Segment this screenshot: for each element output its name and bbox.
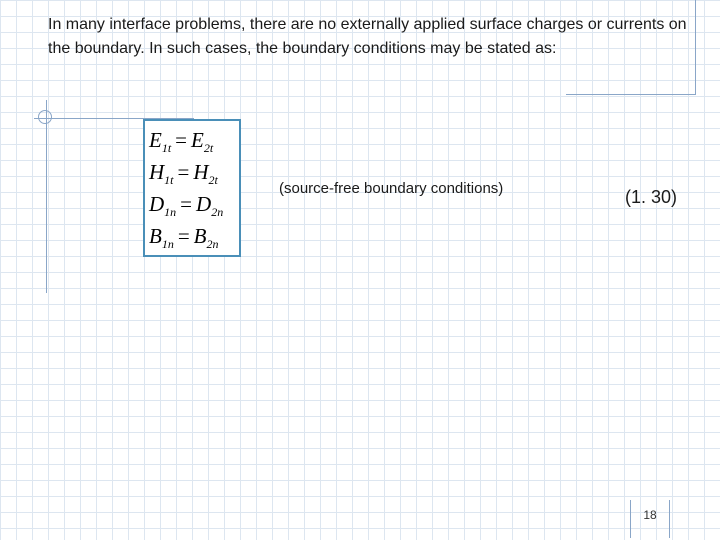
intro-text: In many interface problems, there are no externally applied surface charges or currents on the boundary. In such cases, the boundary conditions may be stated as: [48,16,687,57]
decor-frame-bottom [566,94,696,95]
decor-circle-icon [38,110,52,124]
eq-rhs-sub: 2n [206,237,219,252]
equation-line-d [149,188,239,220]
equation-line-h [149,156,239,188]
eq-operator: = [175,128,188,152]
eq-rhs-sub: 2t [208,173,218,188]
page-number-box [630,500,670,538]
eq-lhs: H [149,160,165,184]
equation-caption: (source-free boundary conditions) [279,180,504,197]
equation-box [143,119,241,257]
equation-line-b [149,220,239,252]
eq-lhs: E [149,128,162,152]
eq-operator: = [177,160,190,184]
page-number: 18 [643,508,657,522]
eq-rhs: D [196,192,212,216]
eq-lhs: D [149,192,165,216]
eq-lhs: B [149,224,162,248]
eq-lhs-sub: 1t [161,141,172,156]
eq-rhs: H [193,160,209,184]
eq-lhs-sub: 1n [161,237,174,252]
eq-operator: = [180,192,193,216]
eq-rhs: E [191,128,204,152]
decor-vertical-line [46,100,47,293]
eq-rhs-sub: 2t [203,141,214,156]
eq-rhs: B [193,224,207,248]
eq-lhs-sub: 1t [164,173,174,188]
equation-line-e [149,124,239,156]
eq-lhs-sub: 1n [164,205,177,220]
eq-operator: = [177,224,190,248]
equation-number: (1. 30) [625,187,678,207]
eq-rhs-sub: 2n [211,205,224,220]
